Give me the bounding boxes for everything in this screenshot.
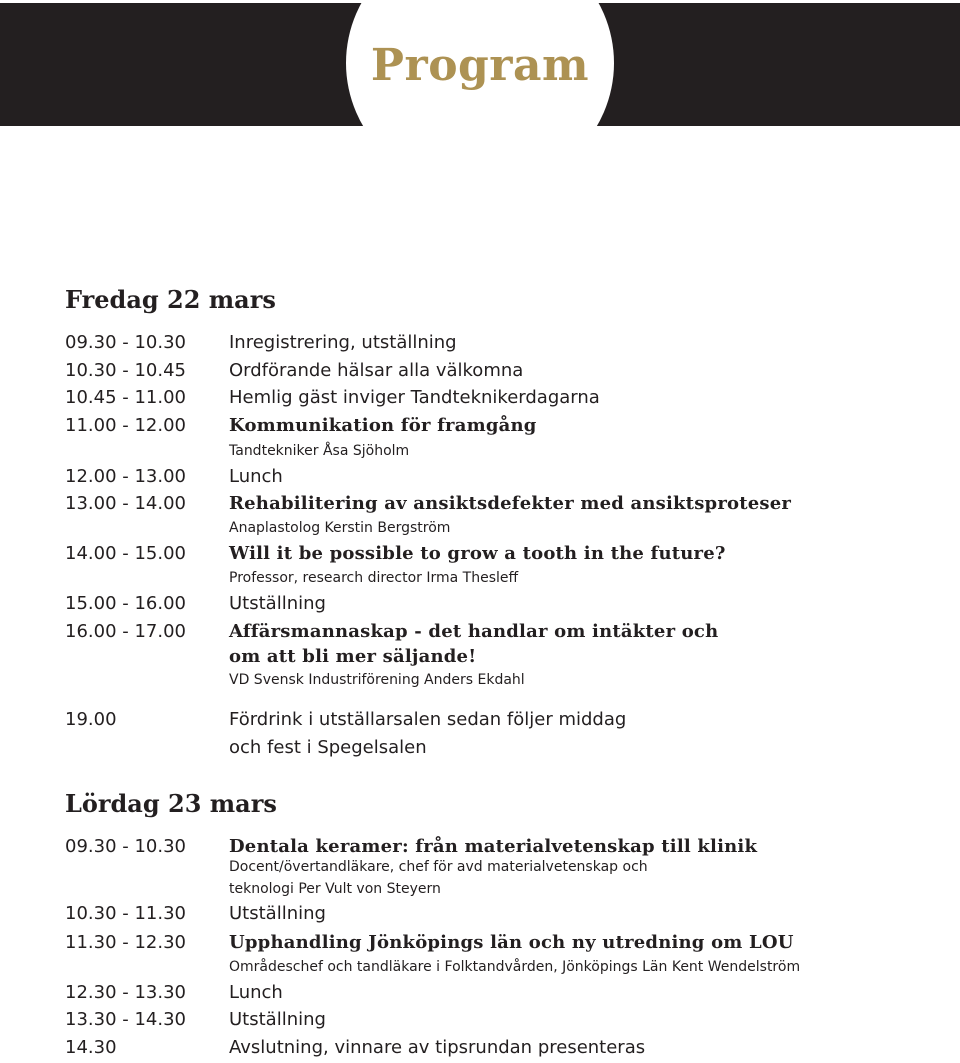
- activity-title: Affärsmannaskap - det handlar om intäkter och: [229, 621, 719, 642]
- time-slot: 13.00 - 14.00: [65, 493, 186, 514]
- activity-title: Utställning: [229, 1009, 326, 1030]
- activity-title: Kommunikation för framgång: [229, 415, 537, 436]
- time-slot: 16.00 - 17.00: [65, 621, 186, 642]
- activity-title: Lunch: [229, 466, 283, 487]
- activity-title: Utställning: [229, 593, 326, 614]
- activity-title: Avslutning, vinnare av tipsrundan presenteras: [229, 1037, 646, 1058]
- time-slot: 14.30: [65, 1037, 117, 1058]
- day-heading-saturday: Lördag 23 mars: [65, 789, 277, 818]
- time-slot: 10.45 - 11.00: [65, 387, 186, 408]
- activity-title: Hemlig gäst inviger Tandteknikerdagarna: [229, 387, 600, 408]
- activity-title: Rehabilitering av ansiktsdefekter med ansiktsproteser: [229, 493, 792, 514]
- time-slot: 15.00 - 16.00: [65, 593, 186, 614]
- time-slot: 11.00 - 12.00: [65, 415, 186, 436]
- speaker-name-continued: teknologi Per Vult von Steyern: [229, 881, 441, 897]
- time-slot: 09.30 - 10.30: [65, 836, 186, 857]
- header-bottom-space: [0, 126, 960, 192]
- activity-title: Dentala keramer: från materialvetenskap till klinik: [229, 836, 758, 857]
- time-slot: 14.00 - 15.00: [65, 543, 186, 564]
- activity-title: Lunch: [229, 982, 283, 1003]
- speaker-name: Områdeschef och tandläkare i Folktandvården, Jönköpings Län Kent Wendelström: [229, 959, 801, 975]
- activity-title: Will it be possible to grow a tooth in the future?: [229, 543, 726, 564]
- activity-title-continued: och fest i Spegelsalen: [229, 737, 427, 758]
- day-heading-friday: Fredag 22 mars: [65, 285, 276, 314]
- activity-title: Utställning: [229, 903, 326, 924]
- time-slot: 12.00 - 13.00: [65, 466, 186, 487]
- activity-title-continued: om att bli mer säljande!: [229, 646, 477, 667]
- time-slot: 13.30 - 14.30: [65, 1009, 186, 1030]
- speaker-name: VD Svensk Industriförening Anders Ekdahl: [229, 672, 525, 688]
- activity-title: Ordförande hälsar alla välkomna: [229, 360, 524, 381]
- time-slot: 11.30 - 12.30: [65, 932, 186, 953]
- speaker-name: Tandtekniker Åsa Sjöholm: [229, 443, 410, 459]
- activity-title: Inregistrering, utställning: [229, 332, 457, 353]
- page-title: Program: [370, 40, 590, 91]
- time-slot: 12.30 - 13.30: [65, 982, 186, 1003]
- time-slot: 19.00: [65, 709, 117, 730]
- speaker-name: Professor, research director Irma Thesleff: [229, 570, 519, 586]
- speaker-name: Anaplastolog Kerstin Bergström: [229, 520, 451, 536]
- activity-title: Fördrink i utställarsalen sedan följer middag: [229, 709, 627, 730]
- time-slot: 10.30 - 11.30: [65, 903, 186, 924]
- time-slot: 10.30 - 10.45: [65, 360, 186, 381]
- speaker-name: Docent/övertandläkare, chef för avd materialvetenskap och: [229, 859, 648, 875]
- time-slot: 09.30 - 10.30: [65, 332, 186, 353]
- activity-title: Upphandling Jönköpings län och ny utredning om LOU: [229, 932, 794, 953]
